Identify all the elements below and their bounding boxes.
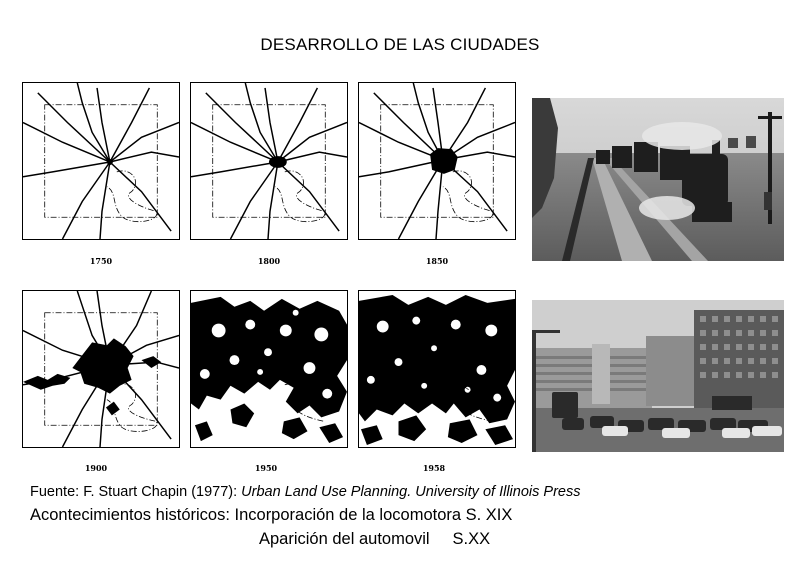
map-1958 bbox=[358, 290, 516, 448]
historical-events-line-1: Acontecimientos históricos: Incorporación de la locomotora S. XIX bbox=[30, 506, 513, 524]
map-1850-drawing bbox=[359, 83, 515, 239]
source-citation bbox=[30, 484, 580, 500]
map-1800-drawing bbox=[191, 83, 347, 239]
year-label-1850: 1850 bbox=[425, 256, 449, 266]
map-1850 bbox=[358, 82, 516, 240]
year-label-1900: 1900 bbox=[84, 463, 108, 473]
map-1900 bbox=[22, 290, 180, 448]
map-1958-drawing bbox=[359, 291, 515, 447]
city-core bbox=[269, 156, 287, 168]
year-label-1800: 1800 bbox=[257, 256, 281, 266]
city-core bbox=[107, 159, 113, 165]
city-core bbox=[430, 148, 458, 174]
page-title: DESARROLLO DE LAS CIUDADES bbox=[260, 35, 540, 54]
steam-locomotive-image bbox=[532, 98, 784, 261]
year-label-1950: 1950 bbox=[254, 463, 278, 473]
map-1950-drawing bbox=[191, 291, 347, 447]
map-1800 bbox=[190, 82, 348, 240]
year-label-1750: 1750 bbox=[89, 256, 113, 266]
traffic-photo bbox=[532, 300, 784, 452]
year-label-1958: 1958 bbox=[422, 463, 446, 473]
map-1950 bbox=[190, 290, 348, 448]
map-1750 bbox=[22, 82, 180, 240]
city-core bbox=[72, 338, 133, 393]
historical-events-line-2: Aparición del automovil S.XX bbox=[259, 530, 491, 548]
map-1900-drawing bbox=[23, 291, 179, 447]
source-work: Urban Land Use Planning. University of Illinois Press bbox=[241, 484, 581, 500]
map-1750-drawing bbox=[23, 83, 179, 239]
source-prefix: Fuente: F. Stuart Chapin (1977): bbox=[30, 484, 242, 500]
locomotive-photo bbox=[532, 98, 784, 261]
city-traffic-image bbox=[532, 300, 784, 452]
